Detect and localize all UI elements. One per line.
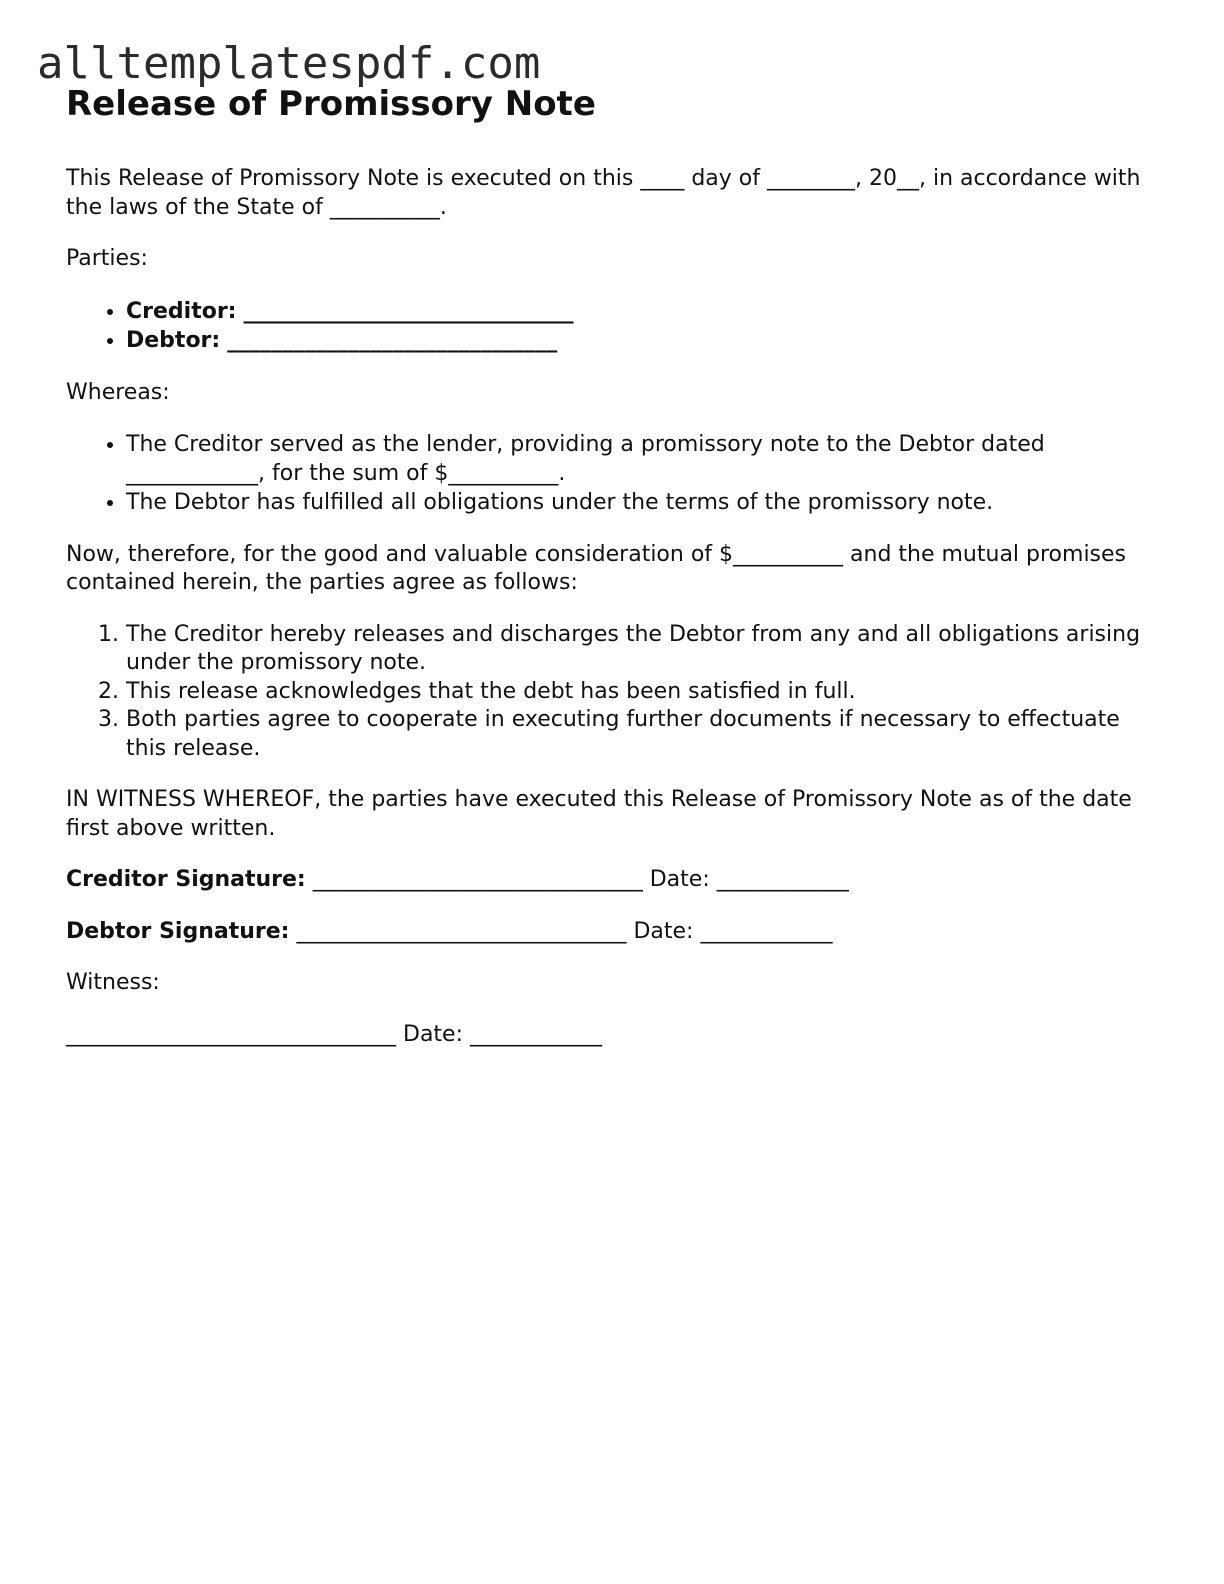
document-body [66, 84, 1156, 1072]
consideration-paragraph: Now, therefore, for the good and valuable consideration of $__________ and the mutual promises contained herein, the parties agree as follows: [66, 541, 1127, 595]
witness-date-line[interactable]: ____________ [470, 1021, 602, 1047]
parties-heading: Parties: [66, 246, 148, 271]
list-item: • The Debtor has fulfilled all obligations under the terms of the promissory note. [126, 488, 1156, 518]
whereas-heading: Whereas: [66, 379, 170, 405]
whereas-list [66, 430, 1156, 518]
creditor-blank[interactable]: ______________________________ [243, 298, 574, 324]
list-item: • The Creditor served as the lender, providing a promissory note to the Debtor dated ____________, for the sum of $__________. [126, 430, 1156, 488]
list-item: 1. The Creditor hereby releases and discharges the Debtor from any and all obligations arising under the promissory note. [126, 621, 1156, 678]
creditor-signature-row [66, 866, 1156, 895]
creditor-date-label: Date: [649, 867, 710, 892]
debtor-blank[interactable]: ______________________________ [227, 328, 558, 353]
watermark: alltemplatespdf.com [37, 38, 541, 89]
witness-signature-line[interactable]: ______________________________ [66, 1021, 396, 1047]
creditor-signature-line[interactable]: ______________________________ [312, 867, 643, 892]
list-item: 2. This release acknowledges that the debt has been satisfied in full. [126, 678, 1156, 707]
list-item-debtor [126, 326, 1156, 356]
list-item: 3. Both parties agree to cooperate in executing further documents if necessary to effectuate this release. [126, 706, 1156, 763]
witness-signature-row [66, 1021, 1156, 1050]
debtor-signature-label: Debtor Signature: [66, 918, 290, 944]
intro-paragraph: This Release of Promissory Note is executed on this ____ day of ________, 20__, in accordance with the laws of the State of __________. [66, 166, 1141, 220]
page-title: Release of Promissory Note [66, 84, 596, 124]
witness-heading: Witness: [66, 970, 160, 995]
debtor-label: Debtor: [126, 328, 221, 353]
debtor-signature-line[interactable]: ______________________________ [296, 918, 627, 944]
creditor-date-line[interactable]: ____________ [716, 867, 849, 892]
debtor-date-label: Date: [633, 918, 694, 944]
creditor-label: Creditor: [126, 298, 237, 324]
debtor-date-line[interactable]: ____________ [700, 918, 833, 944]
terms-list [66, 621, 1156, 764]
parties-list [66, 297, 1156, 356]
debtor-signature-row [66, 918, 1156, 947]
list-item-creditor [126, 297, 1156, 327]
witness-date-label: Date: [403, 1021, 463, 1047]
creditor-signature-label: Creditor Signature: [66, 867, 306, 892]
witness-clause: IN WITNESS WHEREOF, the parties have executed this Release of Promissory Note as of the date first above written. [66, 787, 1132, 841]
